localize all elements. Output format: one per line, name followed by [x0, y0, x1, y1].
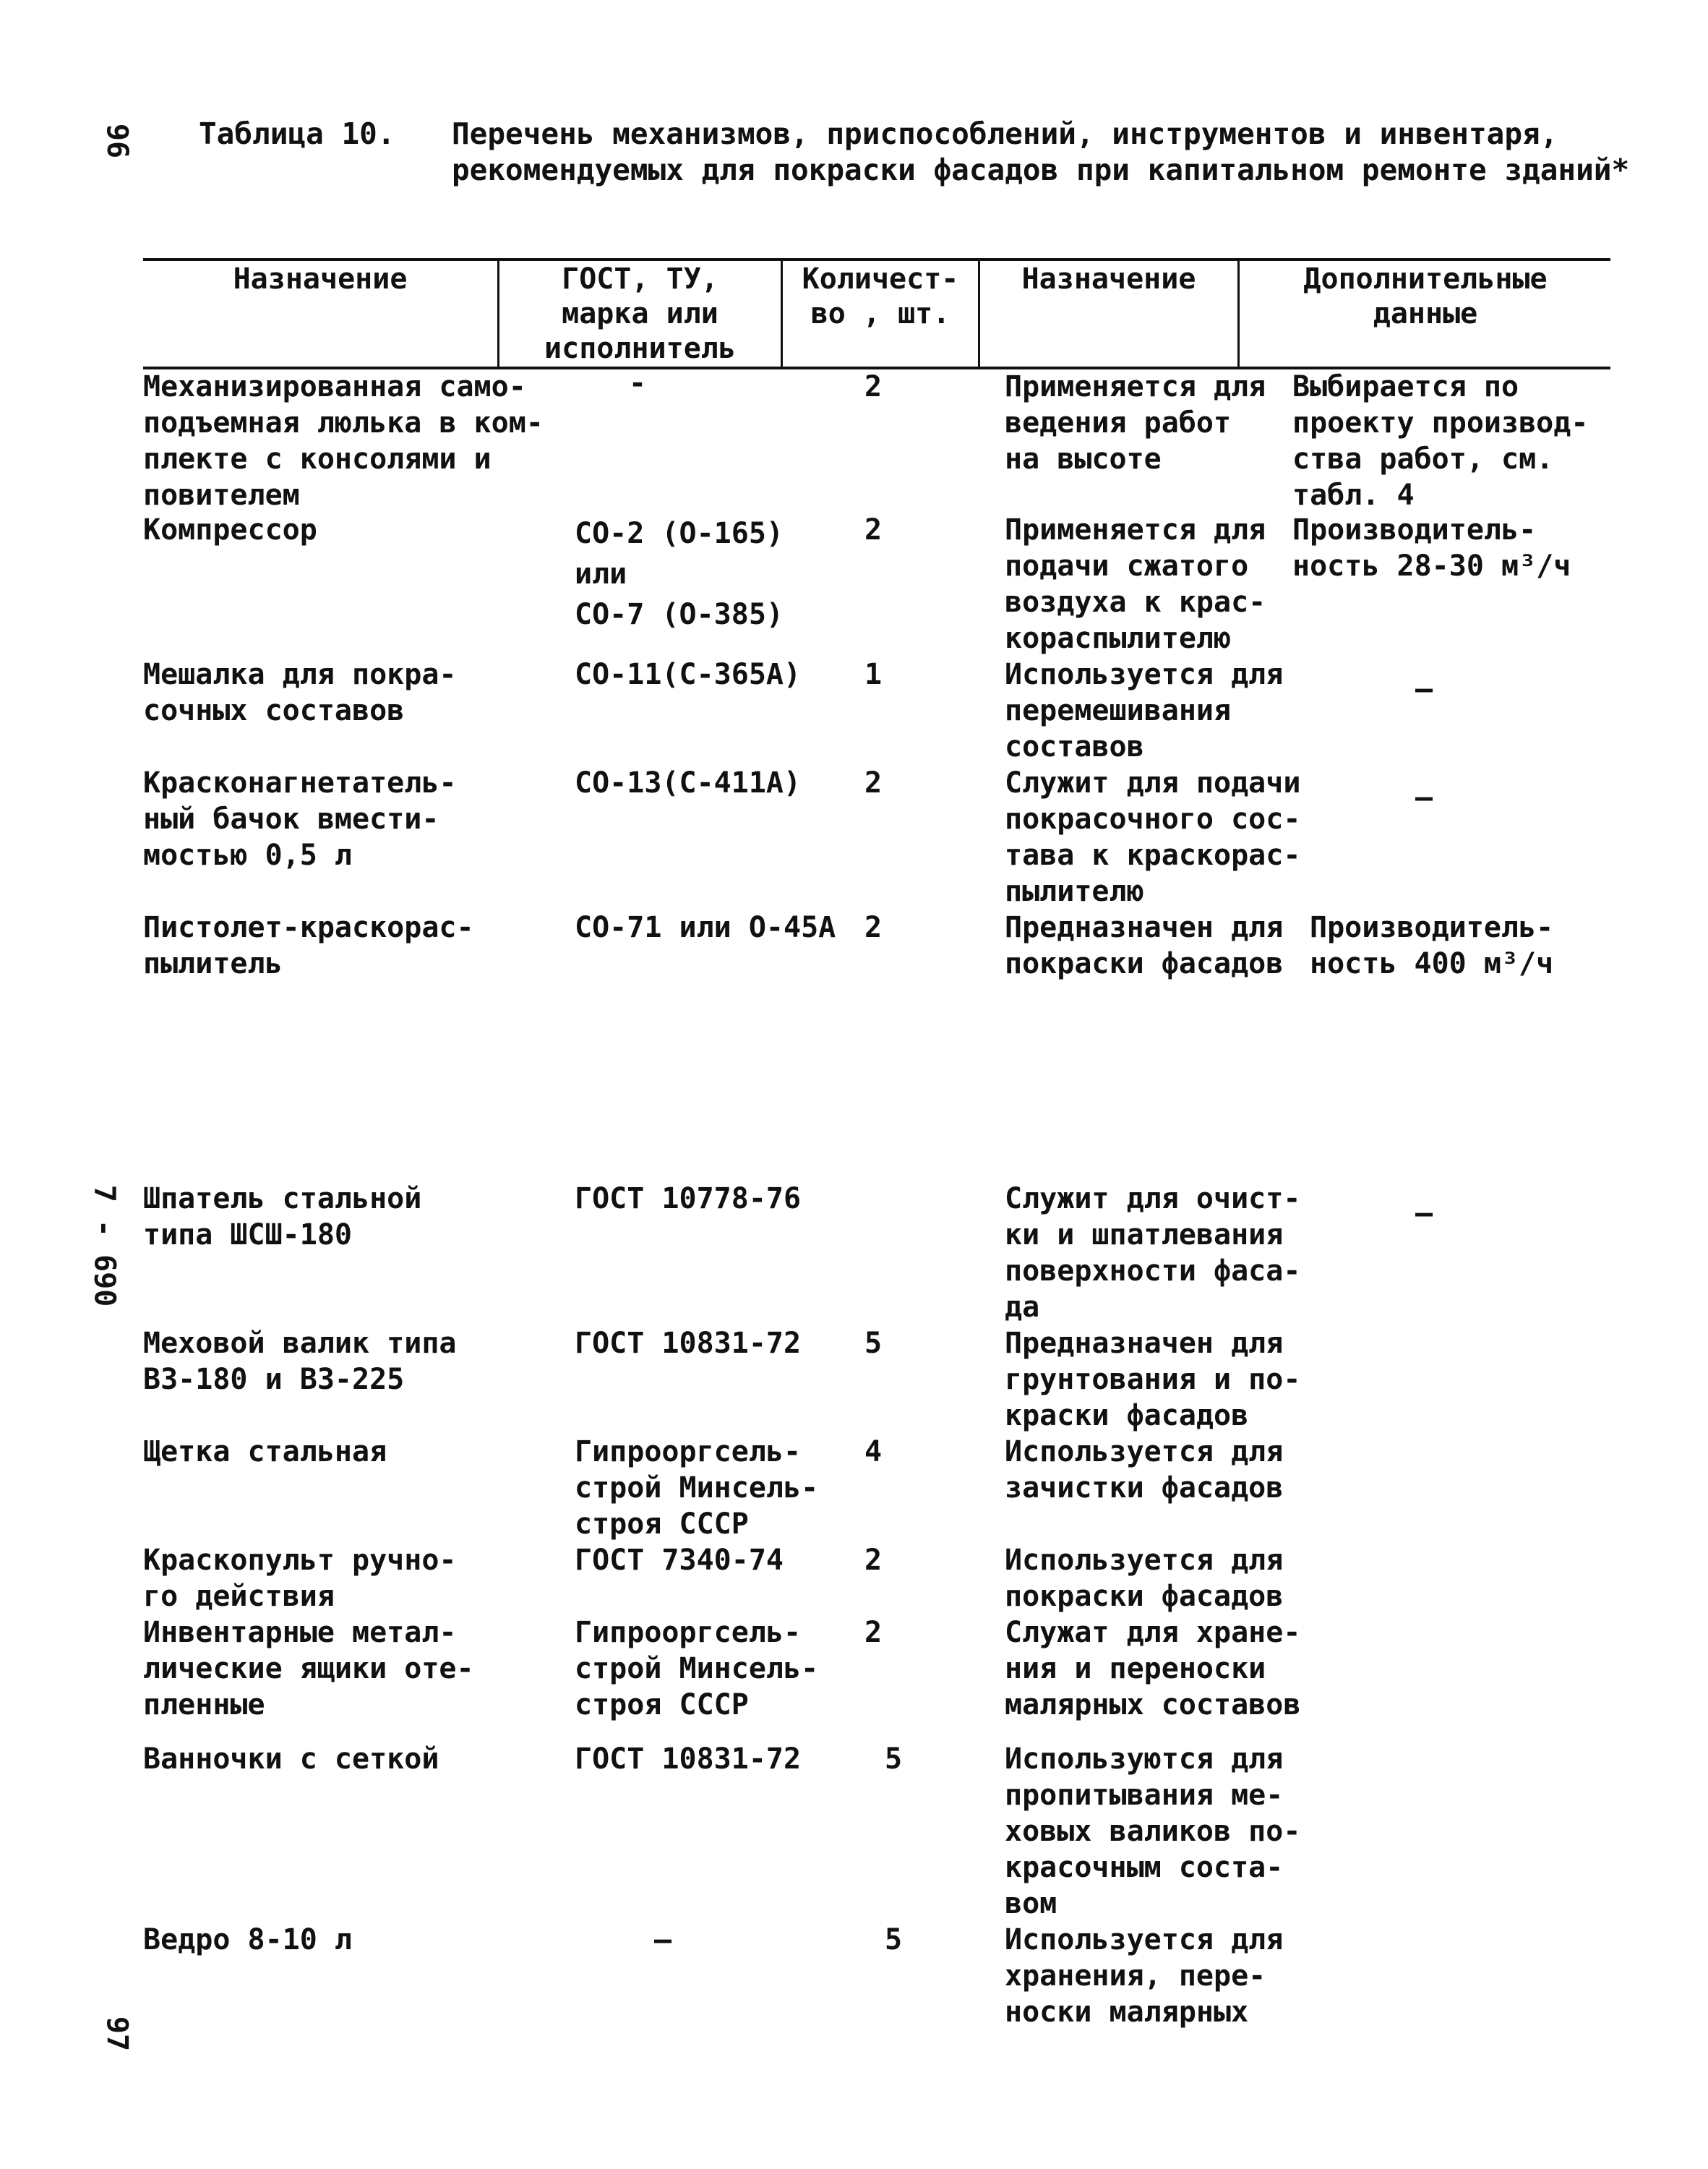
table-cell-name: Пистолет-краскорас- пылитель	[143, 911, 474, 980]
table-cell-gost: ГОСТ 10778-76	[575, 1182, 802, 1215]
table-cell-purpose: Предназначен для грунтования и по- краски фасадов	[1005, 1327, 1301, 1432]
header-divider-2	[781, 261, 783, 367]
table-cell-qty: 2	[864, 370, 883, 403]
table-cell-purpose: Используется для хранения, пере- носки малярных	[1005, 1923, 1284, 2029]
table-cell-name: Красконагнетатель- ный бачок вмести- мостью 0,5 л	[143, 766, 457, 872]
table-cell-extra: Производитель- ность 400 м³/ч	[1310, 911, 1554, 980]
table-cell-qty: 5	[864, 1327, 883, 1360]
table-caption: Перечень механизмов, приспособлений, инструментов и инвентаря, рекомендуемых для покраски фасадов при капитальном ремонте зданий*	[452, 116, 1630, 187]
page-number-top: 96	[100, 123, 134, 159]
table-cell-gost: ГОСТ 10831-72	[575, 1742, 802, 1776]
table-cell-purpose: Используются для пропитывания ме- ховых валиков по- красочным соста- вом	[1005, 1742, 1301, 1920]
table-cell-name: Шпатель стальной типа ШСШ-180	[143, 1182, 422, 1252]
table-cell-qty: 2	[864, 513, 883, 547]
table-cell-purpose: Используется для перемешивания составов	[1005, 658, 1284, 763]
table-cell-extra: Выбирается по проекту производ- ства работ, см. табл. 4	[1292, 370, 1589, 512]
header-top-rule	[143, 258, 1610, 261]
table-cell-gost: Гипрооргсель- строй Минсель- строя СССР	[575, 1435, 819, 1541]
column-header-purpose: Назначение	[1021, 262, 1196, 296]
table-cell-gost: -	[629, 367, 647, 400]
table-cell-name: Щетка стальная	[143, 1435, 387, 1468]
header-divider-1	[497, 261, 499, 367]
table-cell-name: Мешалка для покра- сочных составов	[143, 658, 457, 727]
table-cell-gost: ГОСТ 10831-72	[575, 1327, 802, 1360]
column-header-gost: ГОСТ, ТУ, марка или исполнитель	[544, 262, 736, 365]
table-cell-qty: 2	[864, 1544, 883, 1577]
table-cell-name: Инвентарные метал- лические ящики оте- пленные	[143, 1616, 474, 1721]
table-cell-qty: 5	[885, 1742, 903, 1776]
table-cell-qty: 5	[885, 1923, 903, 1956]
table-cell-gost: СО-2 (О-165) или СО-7 (О-385)	[575, 517, 784, 631]
table-label: Таблица 10.	[199, 116, 395, 151]
table-cell-purpose: Служит для очист- ки и шпатлевания поверхности фаса- да	[1005, 1182, 1301, 1324]
column-header-name: Назначение	[233, 262, 408, 296]
table-cell-gost: СО-11(С-365А)	[575, 658, 802, 691]
table-cell-gost: —	[654, 1923, 672, 1956]
table-cell-purpose: Применяется для ведения работ на высоте	[1005, 370, 1266, 476]
table-cell-name: Ванночки с сеткой	[143, 1742, 439, 1776]
column-header-qty: Количест- во , шт.	[802, 262, 959, 330]
column-header-extra: Дополнительные данные	[1303, 262, 1548, 330]
table-cell-gost: Гипрооргсель- строй Минсель- строя СССР	[575, 1616, 819, 1721]
table-cell-qty: 1	[864, 658, 883, 691]
header-divider-3	[978, 261, 980, 367]
table-cell-name: Ведро 8-10 л	[143, 1923, 352, 1956]
table-cell-name: Краскопульт ручно- го действия	[143, 1544, 457, 1613]
table-cell-qty: 2	[864, 766, 883, 800]
header-divider-4	[1237, 261, 1240, 367]
table-cell-purpose: Используется для зачистки фасадов	[1005, 1435, 1284, 1505]
table-cell-extra: —	[1415, 672, 1433, 706]
table-cell-gost: СО-13(С-411А)	[575, 766, 802, 800]
page-number-bottom: 97	[100, 2016, 134, 2052]
table-cell-gost: ГОСТ 7340-74	[575, 1544, 784, 1577]
table-cell-extra: —	[1415, 1197, 1433, 1230]
sheet-mark: 7 - 690	[87, 1184, 121, 1307]
table-cell-purpose: Применяется для подачи сжатого воздуха к крас- кораспылителю	[1005, 513, 1266, 655]
table-cell-name: Меховой валик типа ВЗ-180 и ВЗ-225	[143, 1327, 457, 1396]
table-cell-purpose: Служит для подачи покрасочного сос- тава к краскорас- пылителю	[1005, 766, 1301, 908]
table-cell-name: Механизированная само- подъемная люлька в ком- плекте с консолями и повителем	[143, 370, 544, 512]
table-cell-qty: 4	[864, 1435, 883, 1468]
table-cell-purpose: Служат для хране- ния и переноски малярных составов	[1005, 1616, 1301, 1721]
table-cell-qty: 2	[864, 911, 883, 944]
table-cell-purpose: Используется для покраски фасадов	[1005, 1544, 1284, 1613]
table-cell-gost: СО-71 или О-45А	[575, 911, 836, 944]
table-cell-purpose: Предназначен для покраски фасадов	[1005, 911, 1284, 980]
table-cell-qty: 2	[864, 1616, 883, 1649]
table-cell-extra: Производитель- ность 28-30 м³/ч	[1292, 513, 1571, 583]
table-cell-name: Компрессор	[143, 513, 317, 547]
table-cell-extra: —	[1415, 781, 1433, 814]
